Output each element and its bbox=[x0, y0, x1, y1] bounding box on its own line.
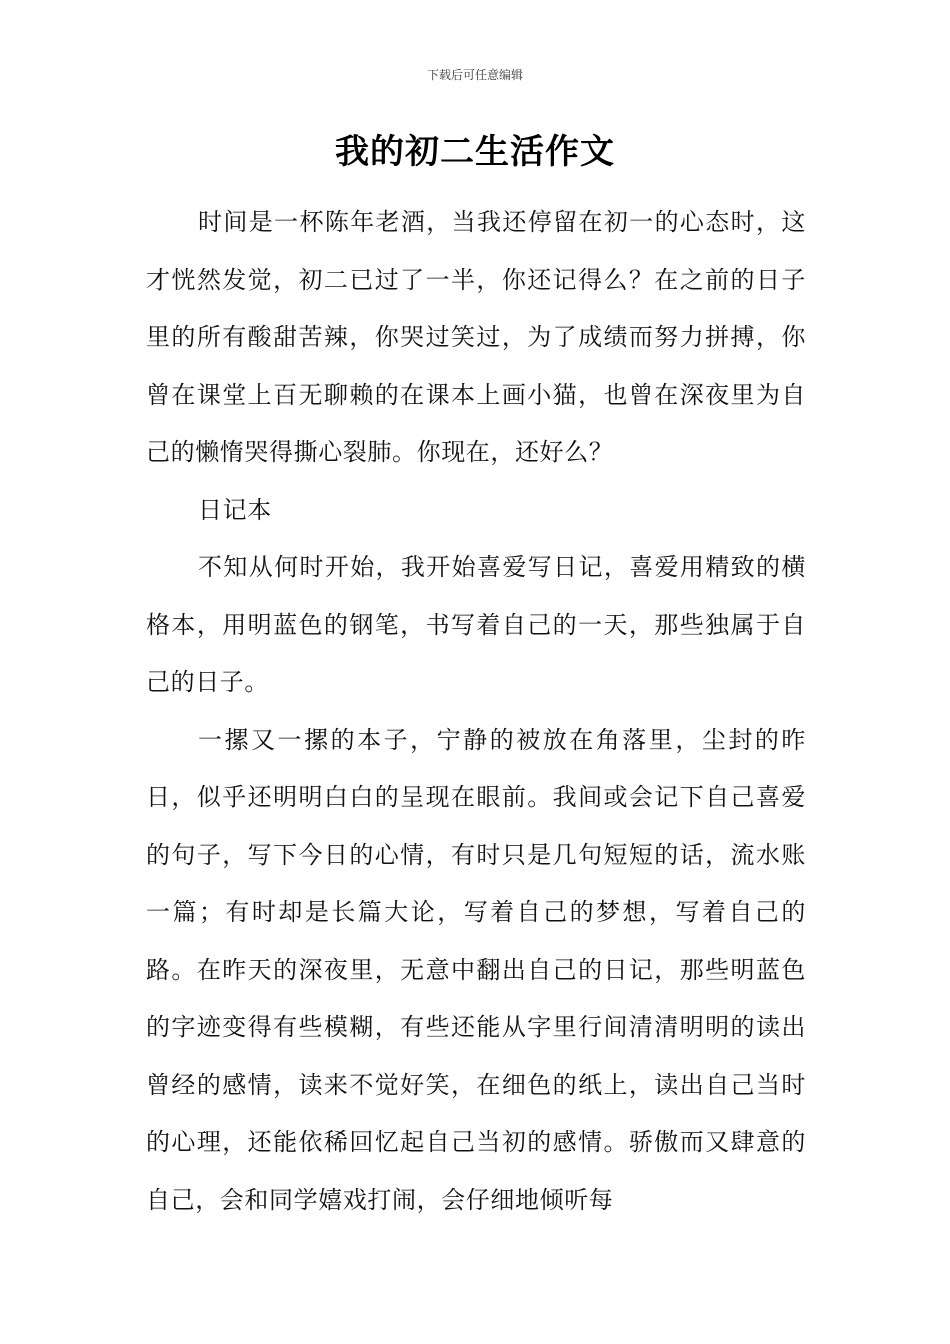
paragraph-intro: 时间是一杯陈年老酒，当我还停留在初一的心态时，这才恍然发觉，初二已过了一半，你还记得么？在之前的日子里的所有酸甜苦辣，你哭过笑过，为了成绩而努力拼搏，你曾在课堂上百无聊赖的在课本上画小猫，也曾在深夜里为自己的懒惰哭得撕心裂肺。你现在，还好么？ bbox=[146, 208, 806, 466]
header-note: 下载后可任意编辑 bbox=[426, 68, 523, 82]
document-body bbox=[146, 194, 806, 1229]
paragraph-notebooks: 一摞又一摞的本子，宁静的被放在角落里，尘封的昨日，似乎还明明白白的呈现在眼前。我间或会记下自己喜爱的句子，写下今日的心情，有时只是几句短短的话，流水账一篇；有时却是长篇大论，写着自己的梦想，写着自己的路。在昨天的深夜里，无意中翻出自己的日记，那些明蓝色的字迹变得有些模糊，有些还能从字里行间清清明明的读出曾经的感情，读来不觉好笑，在细色的纸上，读出自己当时的心理，还能依稀回忆起自己当初的感情。骄傲而又肆意的自己，会和同学嬉戏打闹，会仔细地倾听每 bbox=[146, 725, 806, 1214]
section-heading-diary: 日记本 bbox=[198, 495, 272, 524]
paragraph-diary-start: 不知从何时开始，我开始喜爱写日记，喜爱用精致的横格本，用明蓝色的钢笔，书写着自己的一天，那些独属于自己的日子。 bbox=[146, 553, 806, 696]
document-title: 我的初二生活作文 bbox=[335, 132, 615, 172]
